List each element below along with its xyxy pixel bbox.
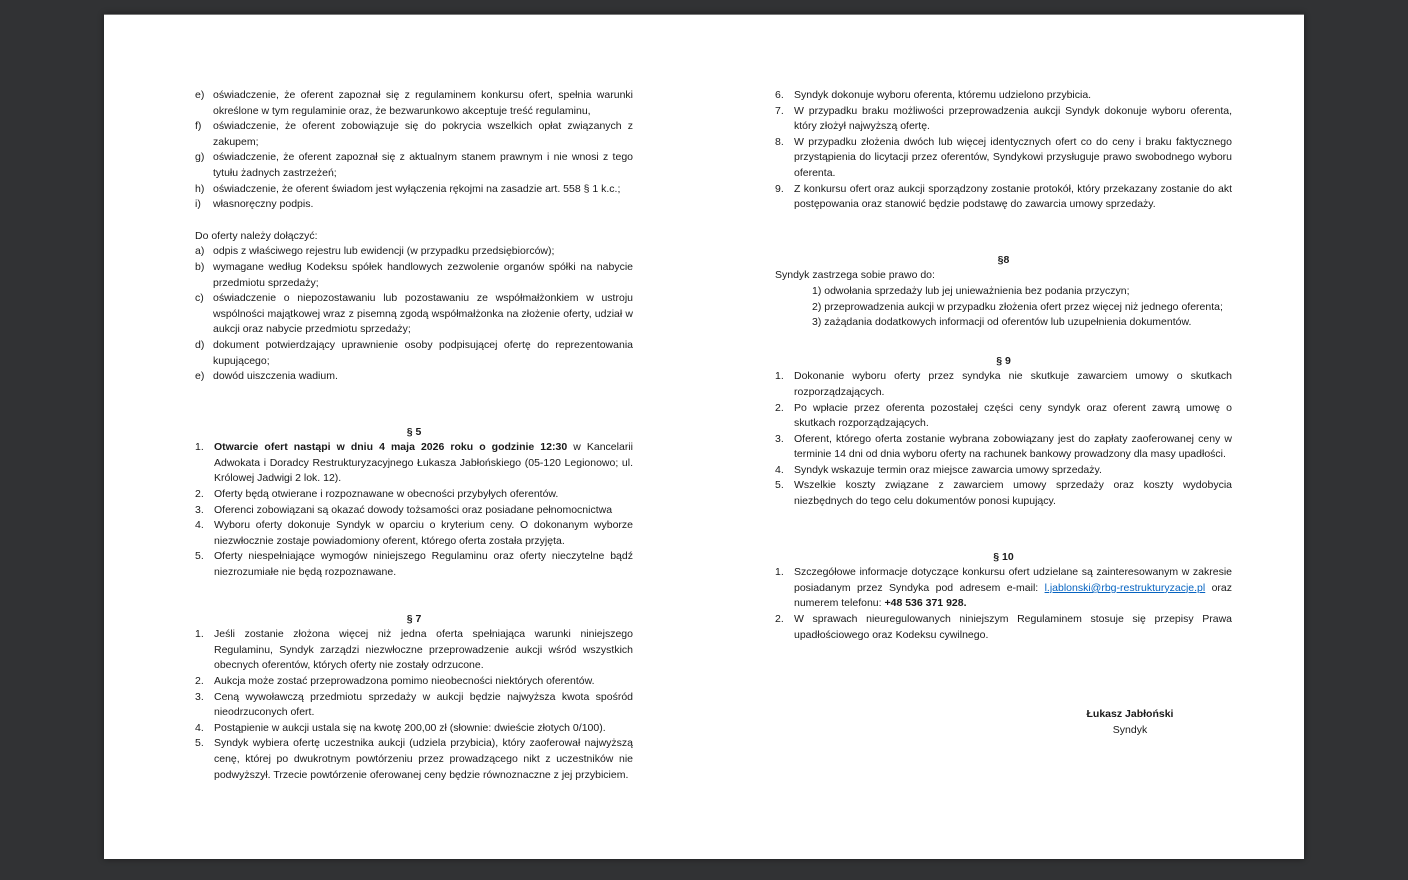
list-item	[195, 440, 633, 487]
list-marker: i)	[195, 198, 201, 211]
list-item-text: Oferenci zobowiązani są okazać dowody tożsamości oraz posiadane pełnomocnictwa	[214, 503, 613, 516]
signature-name: Łukasz Jabłoński	[1086, 708, 1174, 721]
list-marker: 3.	[195, 690, 204, 703]
list-item-text: W przypadku złożenia dwóch lub więcej identycznych ofert co do ceny i braku faktycznego przystąpienia do licytacji przez oferentów, Syndykowi przysługuje prawo swobodnego wyboru oferenta.	[794, 135, 1232, 179]
list-item-text: Oferty niespełniające wymogów niniejszego Regulaminu oraz oferty nieczytelne bądź niezrozumiałe nie będą rozpoznawane.	[214, 550, 633, 579]
section-8-intro: Syndyk zastrzega sobie prawo do:	[775, 269, 935, 282]
list-item	[195, 369, 633, 385]
list-item-text: własnoręczny podpis.	[213, 198, 314, 211]
section-8-subitems	[775, 284, 1232, 331]
list-item-text: Oferent, którego oferta zostanie wybrana zobowiązany jest do zapłaty zaoferowanej ceny w terminie 14 dni od dnia wyboru oferty na rachunek bankowy prowadzony dla masy upadłości.	[794, 432, 1232, 461]
document-page-1	[104, 15, 704, 859]
list-item	[775, 432, 1232, 463]
list-item	[195, 487, 633, 503]
signature-block	[1025, 707, 1235, 738]
list-marker: 4.	[195, 721, 204, 734]
list-item	[775, 478, 1232, 509]
list-item-text: Oferty będą otwierane i rozpoznawane w obecności przybyłych oferentów.	[214, 488, 559, 501]
list-marker: 9.	[775, 182, 784, 195]
list-marker: 1.	[775, 566, 784, 579]
attachments-list	[195, 244, 633, 384]
list-item-text: Wszelkie koszty związane z zawarciem umowy sprzedaży oraz koszty wydobycia niezbędnych do tego celu dokumentów ponosi kupujący.	[794, 479, 1232, 508]
list-item-text: dokument potwierdzający uprawnienie osoby podpisującej ofertę do reprezentowania kupującego;	[213, 338, 633, 367]
section-5-list	[195, 440, 633, 580]
list-item	[195, 674, 633, 690]
list-item	[195, 150, 633, 181]
list-marker: a)	[195, 245, 205, 258]
list-item	[775, 565, 1232, 612]
list-item-text: Z konkursu ofert oraz aukcji sporządzony zostanie protokół, który przekazany zostanie do akt postępowania oraz stanowić będzie podstawę do zawarcia umowy sprzedaży.	[794, 182, 1232, 211]
list-item-text: Otwarcie ofert nastąpi w dniu 4 maja 2026 roku o godzinie 12:30 w Kancelarii Adwokata i Doradcy Restrukturyzacyjnego Łukasza Jabłońskiego (05-120 Legionowo; ul. Królowej Jadwigi 2 lok. 12).	[214, 441, 633, 485]
list-item	[195, 549, 633, 580]
section-8-heading: §8	[997, 253, 1010, 266]
section-5-heading: § 5	[406, 425, 422, 438]
list-item-text: Aukcja może zostać przeprowadzona pomimo nieobecności niektórych oferentów.	[214, 675, 595, 687]
subitem: 2) przeprowadzenia aukcji w przypadku złożenia ofert przez więcej niż jednego oferenta;	[812, 300, 1223, 313]
list-item	[195, 627, 633, 674]
list-item	[195, 197, 633, 213]
list-item	[775, 369, 1232, 400]
list-item-text: Ceną wywoławczą przedmiotu sprzedaży w aukcji będzie najwyższa kwota spośród nieodrzuconych ofert.	[214, 690, 633, 719]
list-item	[195, 119, 633, 150]
list-item	[195, 244, 633, 260]
list-item	[195, 338, 633, 369]
phone-number-bold: +48 536 371 928.	[884, 597, 967, 610]
document-page-spread	[104, 14, 1304, 859]
list-item-text: Dokonanie wyboru oferty przez syndyka nie skutkuje zawarciem umowy o skutkach rozporządzających.	[794, 370, 1232, 398]
subitem: 3) zażądania dodatkowych informacji od oferentów lub uzupełnienia dokumentów.	[812, 316, 1192, 329]
opening-date-bold: Otwarcie ofert nastąpi w dniu 4 maja 2026 roku o godzinie 12:30	[214, 441, 568, 454]
list-item	[195, 503, 633, 519]
list-marker: 8.	[775, 135, 784, 148]
section-7-heading: § 7	[406, 612, 422, 625]
list-item	[775, 612, 1232, 643]
list-marker: 2.	[775, 401, 784, 414]
section-10-list	[775, 565, 1232, 643]
section-9-heading: § 9	[996, 354, 1011, 367]
list-item-text: oświadczenie, że oferent zapoznał się z aktualnym stanem prawnym i nie wnosi z tego tytułu żadnych zastrzeżeń;	[213, 151, 633, 179]
list-marker: 2.	[195, 488, 204, 501]
declaration-list	[195, 88, 633, 213]
list-item	[195, 88, 633, 119]
list-marker: e)	[195, 89, 205, 101]
list-marker: 7.	[775, 104, 784, 117]
list-item-text: Syndyk wybiera ofertę uczestnika aukcji (udziela przybicia), który zaoferował najwyższą cenę, której po dwukrotnym powtórzeniu przez prowadzącego nikt z uczestników nie podwyższył. Trzecie powtórzenie oferowanej ceny będzie równoznaczne z jej przybiciem.	[214, 737, 633, 781]
list-item-text: Syndyk wskazuje termin oraz miejsce zawarcia umowy sprzedaży.	[794, 463, 1102, 476]
list-item	[775, 182, 1232, 213]
list-item-text: W przypadku braku możliwości przeprowadzenia aukcji Syndyk dokonuje wyboru oferenta, który złożył najwyższą ofertę.	[794, 104, 1232, 133]
list-marker: 1.	[775, 370, 784, 383]
list-marker: 6.	[775, 89, 784, 101]
list-item	[195, 736, 633, 783]
list-item	[195, 690, 633, 721]
section-7-list	[195, 627, 633, 783]
list-marker: 3.	[195, 503, 204, 516]
list-marker: 2.	[195, 675, 204, 687]
list-item	[775, 104, 1232, 135]
list-marker: 5.	[195, 550, 204, 563]
list-item-text: oświadczenie, że oferent zobowiązuje się do pokrycia wszelkich opłat związanych z zakupem;	[213, 120, 633, 148]
list-marker: 5.	[775, 479, 784, 492]
list-item-text: Syndyk dokonuje wyboru oferenta, któremu udzielono przybicia.	[794, 89, 1092, 101]
list-item-text: Jeśli zostanie złożona więcej niż jedna oferta spełniająca warunki niniejszego Regulaminu, Syndyk zarządzi niezwłoczne przeprowadzenie aukcji wśród wszystkich obecnych oferentów, których oferty nie zostały odrzucone.	[214, 628, 633, 672]
list-item-text: oświadczenie, że oferent zapoznał się z regulaminem konkursu ofert, spełnia warunki określone w tym regulaminie oraz, że bezwarunkowo akceptuje treść regulaminu,	[213, 89, 633, 117]
list-marker: c)	[195, 292, 204, 305]
section-9-list	[775, 369, 1232, 509]
list-item	[775, 401, 1232, 432]
list-marker: f)	[195, 120, 202, 133]
list-marker: e)	[195, 370, 205, 383]
list-marker: d)	[195, 338, 205, 351]
list-item-text: Wyboru oferty dokonuje Syndyk w oparciu o kryterium ceny. O dokonanym wyborze niezwłocznie zostaje powiadomiony oferent, którego oferta została przyjęta.	[214, 519, 633, 547]
list-item	[195, 182, 633, 198]
signature-title: Syndyk	[1112, 723, 1148, 736]
list-item	[775, 463, 1232, 479]
list-item-text: oświadczenie o niepozostawaniu lub pozostawaniu ze współmałżonkiem w ustroju wspólności majątkowej wraz z pisemną zgodą współmałżonka na złożenie oferty, udział w aukcji oraz nabycie przedmiotu sprzedaży;	[213, 292, 633, 336]
list-item-text: Po wpłacie przez oferenta pozostałej części ceny syndyk oraz oferent zawrą umowę o skutkach rozporządzających.	[794, 401, 1232, 430]
list-marker: 3.	[775, 432, 784, 445]
list-item-text: dowód uiszczenia wadium.	[213, 370, 338, 383]
list-marker: 2.	[775, 613, 784, 626]
list-item	[195, 260, 633, 291]
list-item-text: odpis z właściwego rejestru lub ewidencji (w przypadku przedsiębiorców);	[213, 245, 555, 258]
list-marker: 4.	[195, 519, 204, 532]
list-marker: 5.	[195, 737, 204, 750]
list-marker: 4.	[775, 463, 784, 476]
list-item-text: Postąpienie w aukcji ustala się na kwotę 200,00 zł (słownie: dwieście złotych 0/100).	[214, 721, 606, 734]
list-item-text: W sprawach nieuregulowanych niniejszym Regulaminem stosuje się przepisy Prawa upadłościowego oraz Kodeksu cywilnego.	[794, 613, 1232, 641]
auction-result-list	[775, 88, 1232, 213]
list-marker: h)	[195, 182, 205, 195]
list-item	[195, 291, 633, 338]
email-link[interactable]: l.jablonski@rbg-restrukturyzacje.pl	[1044, 581, 1206, 594]
list-marker: 1.	[195, 628, 204, 641]
list-item	[775, 135, 1232, 182]
document-page-2	[704, 15, 1304, 859]
section-10-heading: § 10	[993, 550, 1014, 563]
list-item	[775, 88, 1232, 104]
subitem: 1) odwołania sprzedaży lub jej unieważnienia bez podania przyczyn;	[812, 284, 1130, 297]
list-item	[195, 518, 633, 549]
list-item	[195, 721, 633, 737]
list-marker: g)	[195, 151, 205, 164]
list-marker: b)	[195, 260, 205, 273]
list-item-text: oświadczenie, że oferent świadom jest wyłączenia rękojmi na zasadzie art. 558 § 1 k.c.;	[213, 182, 621, 195]
attachments-heading: Do oferty należy dołączyć:	[195, 229, 318, 242]
list-item-text: Szczegółowe informacje dotyczące konkursu ofert udzielane są zainteresowanym w zakresie posiadanym przez Syndyka pod adresem e-mail: l.jablonski@rbg-restrukturyzacje.pl oraz numerem telefonu: +48 536 371 928.	[794, 566, 1232, 610]
list-marker: 1.	[195, 441, 204, 454]
list-item-text: wymagane według Kodeksu spółek handlowych zezwolenie organów spółki na nabycie przedmiotu sprzedaży;	[213, 260, 633, 289]
